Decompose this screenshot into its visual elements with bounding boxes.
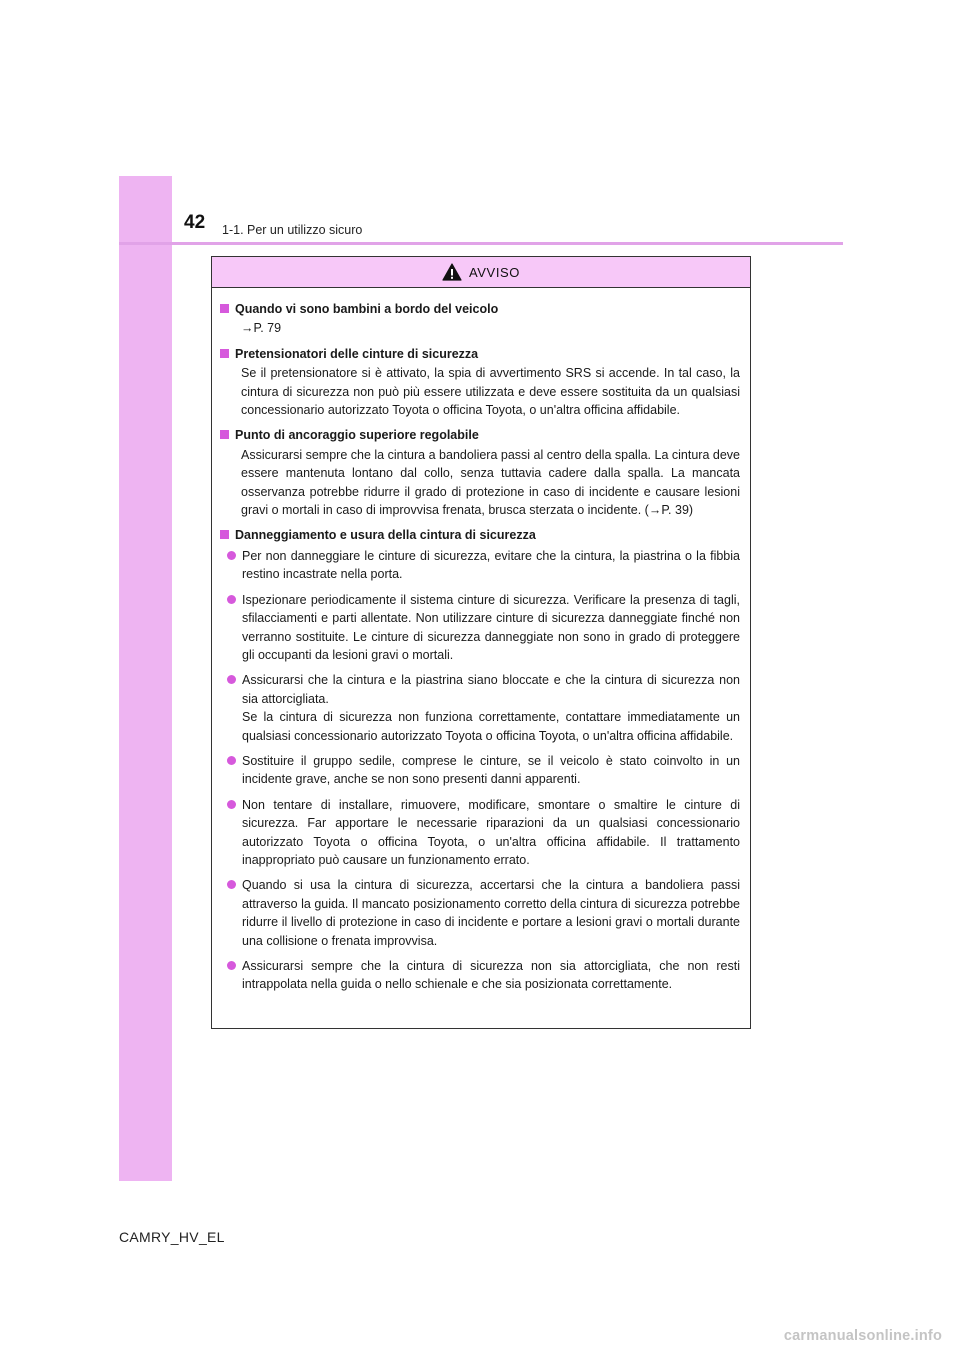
warning-title: AVVISO — [468, 264, 521, 280]
round-bullet-icon — [227, 880, 236, 889]
topic-heading: Pretensionatori delle cinture di sicurezza — [235, 346, 479, 361]
topic-heading: Danneggiamento e usura della cintura di sicurezza — [235, 528, 536, 543]
list-item — [220, 752, 740, 789]
topic-heading: Quando vi sono bambini a bordo del veicolo — [235, 302, 499, 316]
topic-belt-damage — [220, 526, 740, 993]
bullet-text: Assicurarsi sempre che la cintura di sicurezza non sia attorcigliata, che non resti intrappolata nella guida o nello schienale e che sia posizionata correttamente. — [242, 959, 740, 992]
round-bullet-icon — [227, 595, 236, 604]
warning-box — [211, 256, 751, 1029]
round-bullet-icon — [227, 675, 236, 684]
list-item — [220, 876, 740, 950]
topic-text: Se il pretensionatore si è attivato, la spia di avvertimento SRS si accende. In tal caso, la cintura di sicurezza non può più essere utilizzata e deve essere sostituita da un qualsiasi concessionario autorizzato Toyota o officina Toyota, o un'altra officina affidabile. — [241, 366, 740, 418]
topic-children-on-board — [220, 300, 740, 338]
header-rule — [119, 242, 843, 245]
section-title: 1-1. Per un utilizzo sicuro — [222, 223, 363, 237]
round-bullet-icon — [227, 961, 236, 970]
round-bullet-icon — [227, 551, 236, 560]
bullet-text: Ispezionare periodicamente il sistema cinture di sicurezza. Verificare la presenza di tagli, sfilacciamenti e parti allentate. Non utilizzare cinture di sicurezza danneggiate finché non verranno sostituite. Le cinture di sicurezza danneggiate non sono in grado di proteggere gli occupanti da lesioni gravi o mortali. — [242, 592, 740, 662]
bullet-text: Assicurarsi che la cintura e la piastrina siano bloccate e che la cintura di sicurezza non sia attorcigliata. — [242, 673, 740, 706]
side-color-band — [119, 176, 172, 1181]
square-bullet-icon — [220, 304, 229, 313]
footer-model-code: CAMRY_HV_EL — [119, 1229, 225, 1245]
bullet-text: Quando si usa la cintura di sicurezza, accertarsi che la cintura a bandoliera passi attraverso la guida. Il mancato posizionamento corretto della cintura di sicurezza potrebbe ridurre il livello di protezione in caso di incidente e portare a lesioni gravi o mortali durante una collisione o frenata improvvisa. — [242, 878, 740, 948]
list-item — [220, 547, 740, 584]
bullet-text-continued: Se la cintura di sicurezza non funziona correttamente, contattare immediatamente un qualsiasi concessionario autorizzato Toyota o officina Toyota, o un'altra officina affidabile. — [242, 710, 740, 743]
topic-pretensioners — [220, 345, 740, 420]
warning-header — [212, 257, 750, 288]
list-item — [220, 796, 740, 870]
square-bullet-icon — [220, 430, 229, 439]
round-bullet-icon — [227, 800, 236, 809]
topic-anchor-point — [220, 426, 740, 519]
round-bullet-icon — [227, 756, 236, 765]
square-bullet-icon — [220, 349, 229, 358]
topic-heading: Punto di ancoraggio superiore regolabile — [235, 428, 479, 443]
page-number: 42 — [184, 212, 206, 233]
list-item — [220, 957, 740, 994]
topic-text: Assicurarsi sempre che la cintura a bandoliera passi al centro della spalla. La cintura deve essere mantenuta lontano dal collo, senza tuttavia cadere dalla spalla. La mancata osservanza potrebbe ridurre il grado di protezione in caso di incidente e causare lesioni gravi o mortali in caso di improvvisa frenata, brusca sterzata o incidente. (→P. 39) — [241, 447, 740, 518]
warning-triangle-icon — [442, 263, 462, 281]
square-bullet-icon — [220, 530, 229, 539]
list-item — [220, 591, 740, 665]
page-reference: →P. 79 — [241, 321, 282, 336]
list-item — [220, 671, 740, 745]
bullet-text: Per non danneggiare le cinture di sicurezza, evitare che la cintura, la piastrina o la fibbia restino incastrate nella porta. — [242, 548, 740, 582]
bullet-text: Non tentare di installare, rimuovere, modificare, smontare o smaltire le cinture di sicurezza. Far apportare le necessarie riparazioni da un qualsiasi concessionario autorizzato Toyota o officina Toyota, o un'altra officina affidabile. Il trattamento inappropriato può causare un funzionamento errato. — [242, 797, 740, 867]
bullet-text: Sostituire il gruppo sedile, comprese le cinture, se il veicolo è stato coinvolto in un incidente grave, anche se non sono presenti danni apparenti. — [242, 753, 740, 787]
warning-body — [212, 288, 750, 994]
watermark: carmanualsonline.info — [783, 1328, 942, 1344]
